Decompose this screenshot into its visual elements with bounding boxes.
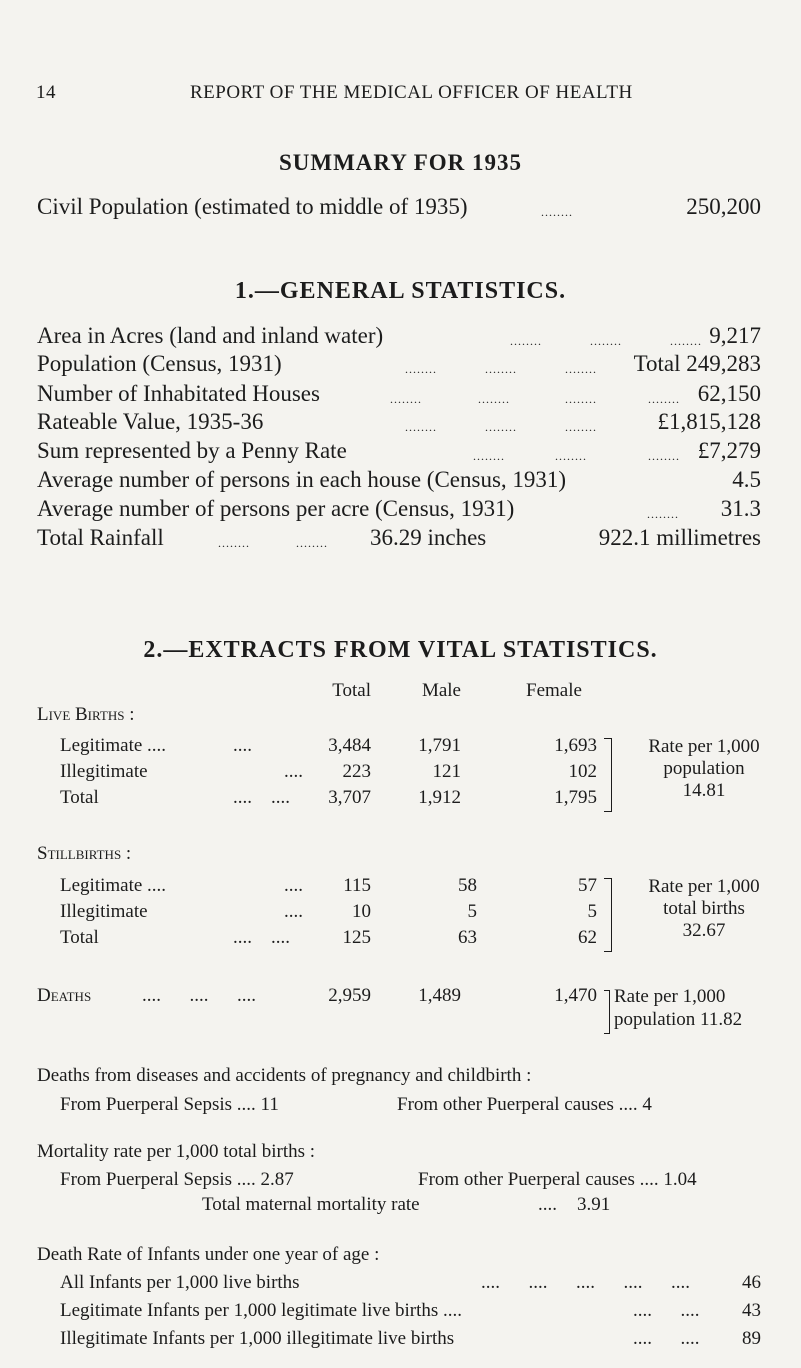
leader-dots: .... [538,1194,557,1215]
leader-dots: ........ [565,362,597,376]
leader-dots: ........ [510,334,542,348]
vital-heading: 2.—EXTRACTS FROM VITAL STATISTICS. [143,637,658,663]
infants-heading: Death Rate of Infants under one year of age : [37,1244,380,1265]
leader-dots: .... .... [233,787,290,808]
leader-dots: ........ [390,392,422,406]
leader-dots: ........ [565,420,597,434]
brace [604,990,610,1034]
table-row-label: Legitimate .... [60,735,167,756]
mortality-other: From other Puerperal causes .... 1.04 [418,1169,697,1190]
col-header-female: Female [526,680,582,701]
leader-dots: .... .... .... [142,985,256,1006]
table-cell-total: 10 [352,901,371,922]
infant-row-value: 46 [742,1272,761,1293]
infant-row-value: 43 [742,1300,761,1321]
houses-value: 62,150 [697,381,761,406]
infant-row-value: 89 [742,1328,761,1349]
mortality-sepsis: From Puerperal Sepsis .... 2.87 [60,1169,294,1190]
stillbirths-label: Stillbirths : [37,843,132,864]
leader-dots: ........ [296,536,328,550]
rate-note-line: Rate per 1,000 [614,986,726,1007]
table-cell-male: 1,791 [418,735,461,756]
infant-row-label: All Infants per 1,000 live births [60,1272,300,1293]
persons-acre-label: Average number of persons per acre (Census, 1931) [37,496,515,521]
infant-row-label: Illegitimate Infants per 1,000 illegitimate live births [60,1328,455,1349]
table-cell-total: 2,959 [328,985,371,1006]
table-cell-total: 223 [342,761,371,782]
leader-dots: ........ [670,334,702,348]
persons-acre-value: 31.3 [720,496,761,521]
leader-dots: ........ [555,449,587,463]
census-value: Total 249,283 [633,351,761,376]
rainfall-mm: 922.1 millimetres [598,525,761,550]
leader-dots: ........ [478,392,510,406]
summary-title: SUMMARY FOR 1935 [278,150,523,175]
table-cell-female: 5 [587,901,597,922]
deaths-label: Deaths [37,985,92,1006]
maternal-deaths-heading: Deaths from diseases and accidents of pregnancy and childbirth : [37,1065,532,1086]
rate-note-line: population [663,758,745,779]
table-cell-total: 115 [343,875,371,896]
leader-dots: .... [284,875,303,896]
table-cell-female: 1,470 [554,985,597,1006]
rate-note-line: Rate per 1,000 [648,876,760,897]
leader-dots: ........ [405,420,437,434]
leader-dots: ........ [218,536,250,550]
area-label: Area in Acres (land and inland water) [37,323,384,348]
col-header-male: Male [421,680,461,701]
census-label: Population (Census, 1931) [37,351,282,376]
live-births-label: Live Births : [37,704,135,725]
leader-dots: ........ [648,392,680,406]
table-cell-female: 1,795 [554,787,597,808]
rateable-label: Rateable Value, 1935-36 [37,409,264,434]
table-cell-female: 102 [568,761,597,782]
table-cell-total: 3,707 [328,787,371,808]
leader-dots: ........ [405,362,437,376]
leader-dots: ........ [590,334,622,348]
table-row-label: Illegitimate [60,901,148,922]
rate-note-line: total births [663,898,745,919]
table-cell-female: 57 [578,875,597,896]
mortality-heading: Mortality rate per 1,000 total births : [37,1141,316,1162]
rate-note-line: 32.67 [682,920,726,941]
general-heading: 1.—GENERAL STATISTICS. [234,278,567,304]
rainfall-label: Total Rainfall [37,525,164,550]
table-cell-male: 5 [467,901,477,922]
leader-dots: ........ [565,392,597,406]
leader-dots: .... [233,735,252,756]
brace [604,878,612,952]
col-header-total: Total [332,680,371,701]
leader-dots: .... .... [233,927,290,948]
population-value: 250,200 [686,194,761,219]
table-row-label: Legitimate .... [60,875,167,896]
rate-note-line: Rate per 1,000 [648,736,760,757]
rate-note [614,736,794,802]
rateable-value: £1,815,128 [657,409,761,434]
leader-dots: ........ [485,420,517,434]
rate-note-line: 14.81 [682,780,726,801]
rate-note-line: population 11.82 [614,1009,743,1030]
population-label: Civil Population (estimated to middle of 1935) [37,194,468,219]
area-value: 9,217 [709,323,761,348]
table-cell-total: 3,484 [328,735,371,756]
table-row-label: Total [60,927,99,948]
houses-label: Number of Inhabitated Houses [37,381,320,406]
table-cell-male: 121 [432,761,461,782]
table-cell-female: 62 [578,927,597,948]
penny-value: £7,279 [697,438,761,463]
maternal-deaths-other: From other Puerperal causes .... 4 [397,1094,652,1115]
maternal-total-value: 3.91 [577,1194,611,1215]
maternal-deaths-sepsis: From Puerperal Sepsis .... 11 [60,1094,279,1115]
table-cell-total: 125 [342,927,371,948]
rate-note [614,876,794,942]
persons-house-label: Average number of persons in each house (Census, 1931) [37,467,567,492]
leader-dots: ........ [485,362,517,376]
leader-dots: ........ [473,449,505,463]
leader-dots: .... .... .... .... .... [481,1272,690,1293]
table-cell-male: 1,912 [418,787,461,808]
brace [604,738,612,812]
table-cell-male: 1,489 [418,985,461,1006]
persons-house-value: 4.5 [732,467,761,492]
table-row-label: Illegitimate [60,761,148,782]
infant-row-label: Legitimate Infants per 1,000 legitimate live births .... [60,1300,463,1321]
leader-dots: .... .... [633,1300,700,1321]
table-cell-female: 1,693 [554,735,597,756]
page-number: 14 [36,82,56,103]
leader-dots: .... [284,901,303,922]
leader-dots: ........ [647,507,679,521]
rate-note [614,985,742,1031]
table-row-label: Total [60,787,99,808]
leader-dots: ........ [541,205,573,219]
leader-dots: .... .... [633,1328,700,1349]
maternal-total-label: Total maternal mortality rate [202,1194,420,1215]
leader-dots: .... [284,761,303,782]
leader-dots: ........ [648,449,680,463]
table-cell-male: 58 [458,875,477,896]
running-title: REPORT OF THE MEDICAL OFFICER OF HEALTH [190,82,633,103]
table-cell-male: 63 [458,927,477,948]
rainfall-inches: 36.29 inches [370,525,487,550]
penny-label: Sum represented by a Penny Rate [37,438,347,463]
